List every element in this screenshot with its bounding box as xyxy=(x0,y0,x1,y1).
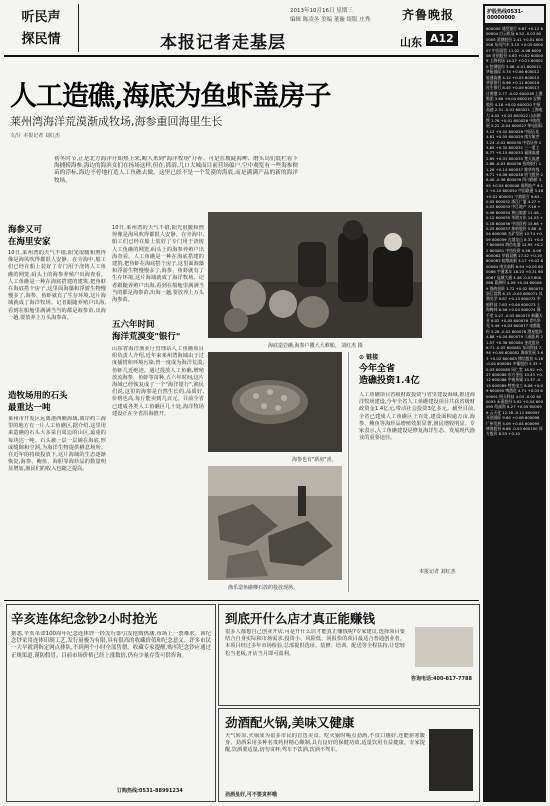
sidebar-kicker-label: 链接 xyxy=(366,354,379,361)
sidebar-title-line2: 造礁投资1.4亿 xyxy=(359,376,420,386)
ad2-image xyxy=(415,627,473,667)
photo2-caption: 海参也有"新房"喜。 xyxy=(292,457,337,463)
section3-title: 五六年时间 xyxy=(112,320,155,330)
page-number: A12 xyxy=(426,31,458,46)
stock-rail-header: 护股热线0531-00000000 xyxy=(485,6,544,23)
ad-commemorative-notes xyxy=(6,604,216,802)
ad1-phone: 订购热线:0531-88991234 xyxy=(117,788,183,794)
subheadline: 莱州湾海洋荒漠渐成牧场,海参重回海里生长 xyxy=(10,115,223,128)
section2-body: 莱州市开发区远离港西侧海域,离岸约三海里的地方有一片人工鱼礁区,据介绍,这里用来造礁的石头大多采自周边的山区,最重的每块达一吨。石头被一层一层铺在海底,形成缝隙和空洞,为海洋生物提供栖息场所。在近年的持续投放下,这片海域的生态逐渐恢复,海参、鲍鱼、海胆等海珍品的数量明显增加,渔民们的收入也随之提高。 xyxy=(8,416,106,473)
ad-franchise xyxy=(218,604,480,706)
section2-title: 造牧场用的石头 xyxy=(8,391,68,401)
ad2-phone: 咨询电话:400-817-7788 xyxy=(411,676,472,682)
ad-liquor xyxy=(218,708,480,802)
column-slogan: 本报记者走基层 xyxy=(160,33,286,53)
photo-reef-stones xyxy=(208,466,342,580)
sidebar-kicker xyxy=(359,352,378,361)
lead-paragraph: 初冬时节,正是北方海洋开始热上来,鲸人来到"海洋牧场"开养。可是在坡陡海岬、磨头岛们底栏着下海捕捞海参,海边的海滨女们在扬场这样,但在,抓浴,几口大城而目前营场船户,空中观览有一些海参秧苗的浮标,海边不停地打造人工鱼礁去做。这里已经不是一个荒漠的海底,而是满满产品的新的海洋牧场。 xyxy=(54,156,298,184)
newspaper-logo: 齐鲁晚报 xyxy=(402,8,455,22)
ad3-body: 天气转凉,火锅成为很多市民的首选美食。吃火锅时喝点劲酒,不仅口感好,还能驱寒暖身。劲酒采用多种名贵药材精心酿制,具有良好的保健功效,适量饮用有益健康。专家提醒,饮酒要适量,切勿贪杯,驾车不饮酒,饮酒不驾车。 xyxy=(225,733,425,754)
headline: 人工造礁,海底为鱼虾盖房子 xyxy=(10,81,331,112)
section1-subtitle: 在海里安家 xyxy=(8,237,51,247)
photo-divers-boat xyxy=(208,212,422,338)
ad1-body: 据悉,辛亥革命100周年纪念连体钞一经发行即引发抢购热潮,市场上一票难求。该纪念钞采用连体印制工艺,发行量极为有限,具有很高的收藏价值和纪念意义。许多市民一大早就到指定网点排队,不到两个小时全部售罄。收藏专家提醒,购买纪念钞应通过正规渠道,谨防假冒。目前市场价格已经上涨数倍,仍有少量存货可供咨询。 xyxy=(11,631,211,659)
section1-continued: 10日,莱州湾的天气不错,阳光很暖和煦得像是海风吹得都很人安静。在旁海中,船工们已经在船上装好了专门用于浇铸人工鱼礁的网笼,码头上的海参养殖户出海查看。人工鱼礁是一种在海底搭建的建筑,把鱼虾在海底搭个房子,这里面海藻和浮游生物慢慢多了,海参、鱼虾就有了生存环境,这片海域就成了海洋牧场。记者跟随养殖户出海,看到在船舱里满满当当的都是海参苗,出海一趟,要放养上万头海参苗。 xyxy=(112,225,204,304)
ad1-title: 辛亥连体纪念钞2小时抢光 xyxy=(11,611,158,626)
sidebar-author: 本报记者 刘红杰 xyxy=(419,569,456,575)
link-icon: ⊙ xyxy=(359,354,365,361)
region-tag: 山东 xyxy=(400,36,422,49)
sidebar-title-line1: 今年全省 xyxy=(359,364,396,374)
ad2-body: 很多人都想自己创业开店,可是开什么店才能真正赚钱呢?专家建议,选择项目要结合自身实际和市场需求,投资小、风险低、回报快的项目最适合普通创业者。本项目经过多年市场检验,总部提供选址、装修、培训、配送等全程扶持,让您轻松当老板,开店当月即可盈利。 xyxy=(225,629,405,657)
section-badge-line1: 听民声 xyxy=(21,10,61,25)
section1-body: 10日,莱州湾的天气不错,阳光很暖和煦得像是海风吹得都很人安静。在旁海中,船工们已经在船上装好了专门用于浇铸人工鱼礁的网笼,码头上的海参养殖户出海查看。人工鱼礁是一种在海底搭建的建筑,把鱼虾在海底搭个房子,这里面海藻和浮游生物慢慢多了,海参、鱼虾就有了生存环境,这片海域就成了海洋牧场。记者跟随养殖户出海,看到在船舱里满满当当的都是海参苗,出海一趟,要放养上万头海参苗。 xyxy=(8,250,106,321)
sidebar-body: 人工鱼礁项目省级财政投资与省里建设海域,推进海洋牧场建设,今年全省人工鱼礁建设项目共获省级财政资金1.4亿元,带动社会投资3亿多元。截至目前,全省已建成人工鱼礁区上百处,建设面积逾万亩,海参、鲍鱼等海珍品增殖效果显著,渔民增收明显。专家表示,人工鱼礁建设是修复海洋生态、发展现代渔业的重要途径。 xyxy=(359,392,475,442)
stock-rail xyxy=(483,4,546,802)
editor-credits: 编辑 陈凌冬 美编 董璇 组版 庄秀 xyxy=(290,17,371,23)
ad3-footer: 劲酒虽好,可不要贪杯哦 xyxy=(225,792,277,798)
section2-subtitle: 最重达一吨 xyxy=(8,403,51,413)
stock-rail-rows: 600000 浦发银行 9.87 +0.12 600004 白云机场 6.52 -0.03 600005 武钢股份 2.41 +0.01 600006 东风汽车 3.15 +0.05 600007 中国国贸 11.02 -0.08 600008 首创股份 4.63 +0.02 600009 上海机场 14.27 +0.21 600010 包钢股份 3.08 -0.01 600011 华能国际 5.74 +0.06 600012 皖通高速 4.12 +0.03 600015 华夏银行 8.96 +0.11 600016 民生银行 8.45 +0.09 600017 日照港 2.77 -0.02 600018 上港集团 3.66 +0.04 600019 宝钢股份 4.18 +0.02 600020 中原高速 2.31 -0.01 600021 上海电力 4.02 +0.03 600022 山东钢铁 1.76 +0.01 600026 中海发展 5.22 -0.04 600027 华电国际 3.12 +0.02 600028 中国石化 4.61 +0.05 600029 南方航空 3.24 -0.02 600030 中信证券 13.85 +0.32 600031 三一重工 8.77 +0.15 600033 福建高速 2.65 +0.01 600035 楚天高速 2.88 -0.03 600036 招商银行 11.26 +0.14 600037 歌华有线 9.71 +0.08 600038 哈飞股份 28.40 -0.36 600039 四川路桥 3.95 +0.04 600048 保利地产 9.12 +0.10 600050 中国联通 3.48 +0.02 600051 宁波联合 6.83 -0.05 600052 浙江广厦 4.27 +0.03 600053 中江地产 7.16 +0.06 600054 黄山旅游 11.48 -0.12 600055 华润万东 14.03 +0.18 600056 中国医药 15.66 +0.25 600057 象屿股份 5.88 -0.04 600058 五矿发展 10.74 +0.09 600059 古越龙山 8.31 +0.07 600060 海信电器 12.95 +0.22 600061 中纺投资 9.58 -0.06 600062 华润双鹤 17.42 +0.19 600063 皖维高新 3.17 +0.02 600064 南京高科 6.94 +0.05 600066 宇通客车 18.23 +0.31 600067 冠城大通 4.46 -0.03 600068 葛洲坝 4.09 +0.04 600069 银鸽投资 3.72 +0.02 600070 浙江富润 6.15 -0.05 600071 凤凰光学 9.87 +0.13 600072 中船科技 7.63 +0.06 600073 上海梅林 6.38 +0.04 600074 保千里 5.27 -0.03 600075 新疆天业 6.02 +0.05 600076 青鸟华光 5.49 +0.03 600077 宋都股份 3.26 -0.02 600078 澄星股份 4.88 +0.04 600079 人福医药 21.57 +0.36 600080 金花股份 6.71 -0.05 600081 东风科技 7.94 +0.06 600082 海泰发展 3.63 +0.02 600083 博信股份 5.16 -0.04 600084 中葡股份 5.33 +0.03 600085 同仁堂 18.92 +0.27 600086 东方金钰 10.45 +0.12 600088 中视传媒 13.37 -0.15 600089 特变电工 8.06 +0.09 600090 啤酒花 4.71 +0.03 600091 明天科技 4.05 -0.02 600093 禾嘉股份 5.92 +0.04 600095 哈高科 6.27 +0.05 600096 云天化 12.18 -0.11 600097 开创国际 9.64 +0.08 600098 广州发展 5.09 +0.04 600099 林海股份 6.86 -0.03 600100 同方股份 8.53 +0.10 xyxy=(486,26,545,437)
ads-divider xyxy=(4,600,479,601)
photo-sea-cucumber xyxy=(208,352,342,452)
section3-subtitle: 海洋荒漠变"银行" xyxy=(112,332,181,342)
section3-body: 山东省海洋渔业厅管理站人工鱼礁项目组负责人介绍,近年来莱州湾海域由于过度捕捞和环境污染,曾一度成为海洋荒漠,鱼虾几近绝迹。通过投放人工鱼礁,增殖放流海参、鱼虾等苗种,五六年时间,这片海域已经恢复成了一个"海洋银行",渔民们说,这里的海参是自然生长的,品质好,价格也高,每斤能卖到几百元。目前全省已建成各类人工鱼礁区几十处,海洋牧场建设正在全省沿海推开。 xyxy=(112,346,204,417)
ad3-title: 劲酒配火锅,美味又健康 xyxy=(225,715,355,730)
photo3-caption: 渔乐造鱼礁嗲石放的投放现场。 xyxy=(228,585,299,591)
issue-date: 2013年10月16日 星期三 xyxy=(290,8,353,14)
sidebar-box xyxy=(348,352,479,592)
photo1-caption: 海底造岩礁,海参户撒大大难舶。 刘红杰 摄 xyxy=(268,343,363,349)
section-badge-line2: 探民情 xyxy=(21,32,61,47)
ad2-title: 到底开什么店才真正能赚钱 xyxy=(225,611,376,626)
header-rule xyxy=(4,55,479,57)
section-badge xyxy=(4,4,79,52)
ad3-bottle-image xyxy=(429,729,473,791)
section1-title: 海参又可 xyxy=(8,225,43,235)
byline: 文/片 本报记者 刘红杰 xyxy=(10,133,60,139)
